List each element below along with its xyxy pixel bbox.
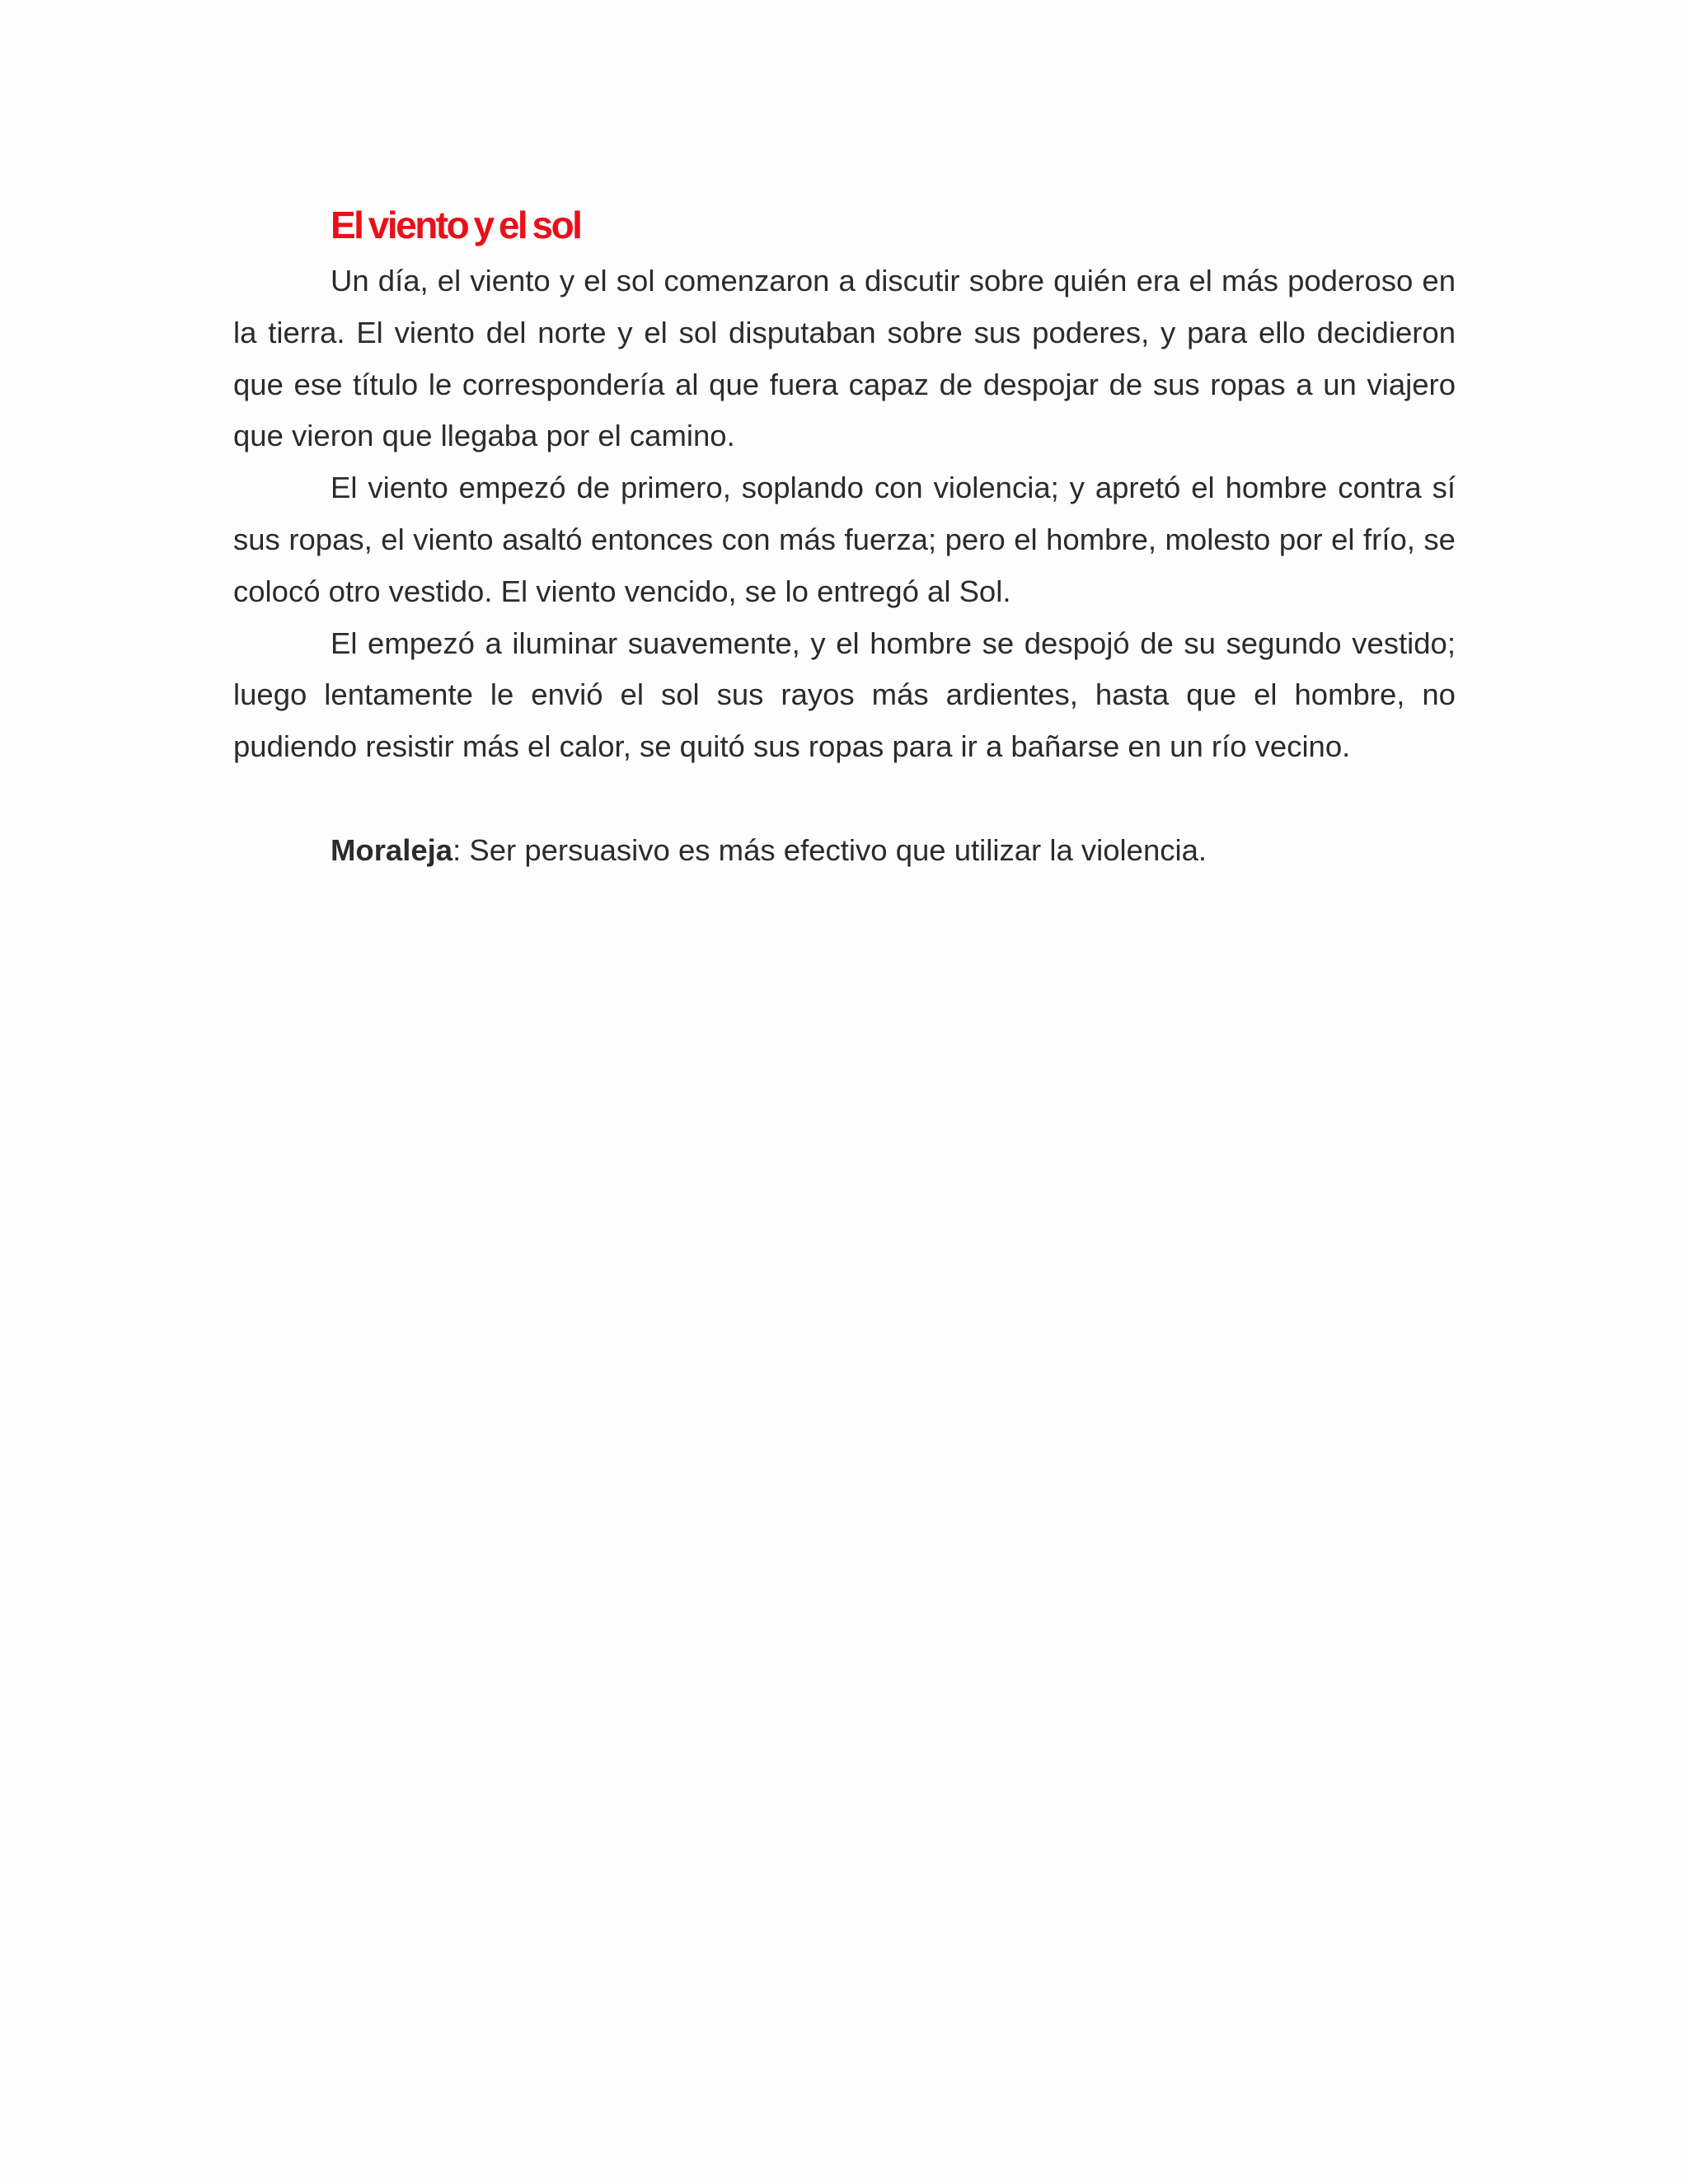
moral-label: Moraleja bbox=[331, 832, 453, 867]
moral-text: Ser persuasivo es más efectivo que utilizar la violencia. bbox=[461, 832, 1207, 867]
paragraph-2: El viento empezó de primero, soplando con violencia; y apretó el hombre contra sí sus ropas, el viento asaltó entonces con más fuerza; pero el hombre, molesto por el frío, se colocó otro vestido. El viento vencido, se lo entregó al Sol. bbox=[233, 471, 1456, 608]
paragraph-3: El empezó a iluminar suavemente, y el hombre se despojó de su segundo vestido; luego lentamente le envió el sol sus rayos más ardientes, hasta que el hombre, no pudiendo resistir más el calor, se quitó sus ropas para ir a bañarse en un río vecino. bbox=[233, 626, 1456, 764]
moral-separator: : bbox=[452, 832, 462, 867]
document-title: El viento y el sol bbox=[331, 204, 581, 246]
paragraph-spacer bbox=[233, 773, 1456, 825]
document-content bbox=[233, 194, 1456, 877]
paragraph-1: Un día, el viento y el sol comenzaron a discutir sobre quién era el más poderoso en la tierra. El viento del norte y el sol disputaban sobre sus poderes, y para ello decidieron que ese título le correspondería al que fuera capaz de despojar de sus ropas a un viajero que vieron que llegaba por el camino. bbox=[233, 264, 1456, 453]
moral-paragraph bbox=[233, 825, 1456, 877]
